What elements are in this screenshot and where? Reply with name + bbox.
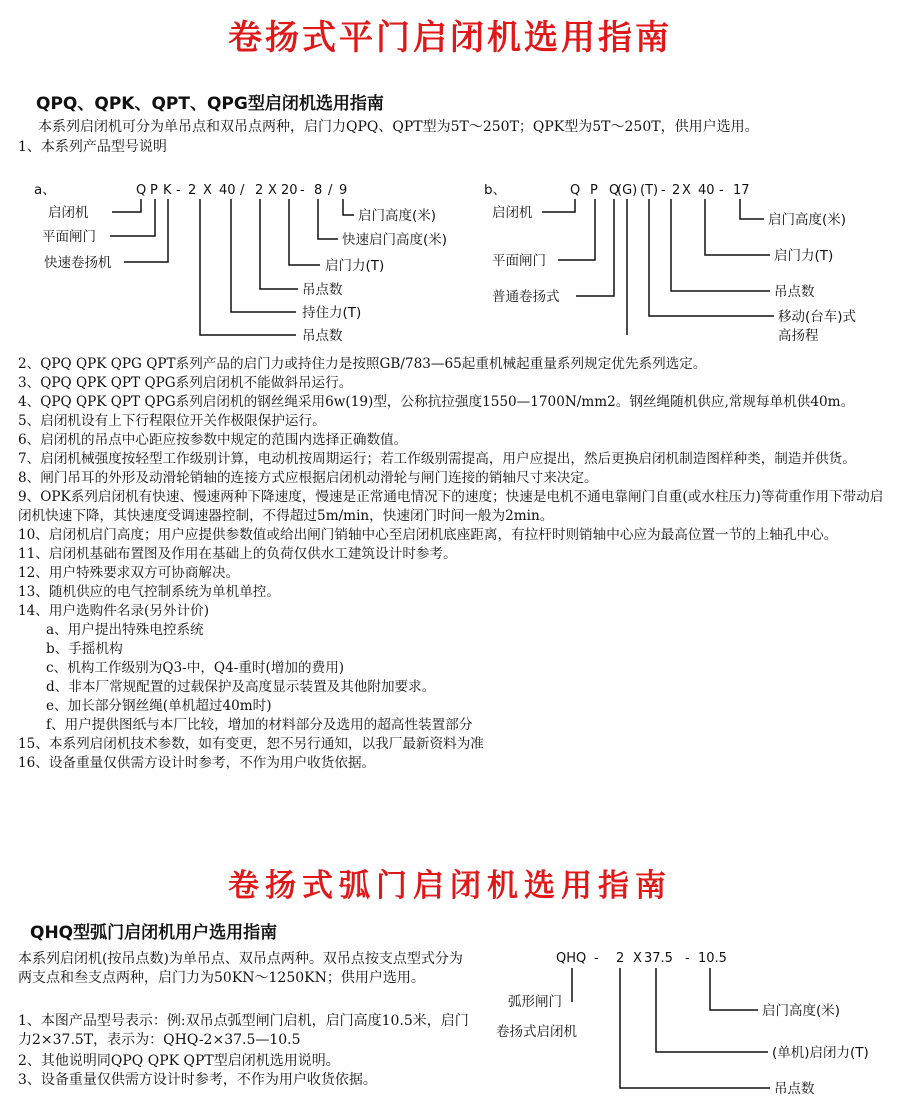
code-a-14: 9 [339,183,348,198]
label-b-l3: 普通卷扬式 [492,289,560,305]
label-b-l1: 启闭机 [492,205,533,221]
code-c-4: 37.5 [644,951,673,966]
code-c-6: 10.5 [698,951,727,966]
label-a-r5: 持住力(T) [302,305,362,321]
intro-text: 本系列启闭机可分为单吊点和双吊点两种，启门力QPQ、QPT型为5T～250T；QPK型为5T～250T，供用户选用。 [38,119,759,135]
note-item: 9、OPK系列启闭机有快速、慢速两种下降速度，慢速是正常通电情况下的速度；快速是电机不通电靠闸门自重(或水柱压力)等荷重作用下带动启闭机快速下降，其快速度受调速器控制，不得超过5m/min，快速闭门时间一般为2min。 [18,489,884,524]
note-item: 16、设备重量仅供需方设计时参考，不作为用户收货依据。 [18,755,376,771]
note-subitem: a、用户提出特殊电控系统 [46,622,204,638]
label-c-l1: 弧形闸门 [508,994,562,1010]
label-a-l1: 启闭机 [48,205,89,221]
label-c-r1: 启门高度(米) [762,1003,841,1019]
code-b-8: 40 [698,183,715,198]
note-subitem: c、机构工作级别为Q3-中，Q4-重时(增加的费用) [46,660,345,676]
code-b-0: Q [570,183,581,198]
code-a-13: / [328,183,333,198]
model-diagram-qhq [480,940,895,1105]
label-a-r6: 吊点数 [302,328,343,344]
code-a-4: 2 [188,183,197,198]
diagram-a-tag: a、 [34,182,56,198]
label-a-r4: 吊点数 [302,282,343,298]
code-a-3: - [176,183,181,198]
code-b-2: Q [609,183,620,198]
section-heading-qhq: QHQ型弧门启闭机用户选用指南 [30,923,278,943]
note-subitem: d、非本厂常规配置的过载保护及高度显示装置及其他附加要求。 [46,679,436,695]
label-a-l2: 平面闸门 [42,229,96,245]
code-a-7: / [240,183,245,198]
item-1-text: 1、本系列产品型号说明 [18,139,167,155]
qhq-item-2: 2、其他说明同QPQ QPK QPT型启闭机选用说明。 [18,1053,340,1069]
code-a-1: P [150,183,158,198]
label-a-r2: 快速启门高度(米) [342,232,448,248]
notes-list [18,355,888,773]
code-b-3: (G) [617,183,638,198]
code-c-1: - [594,951,599,966]
label-b-r4: 移动(台车)式 [778,309,857,325]
page-title: 卷扬式平门启闭机选用指南 [228,18,672,58]
note-item: 8、闸门吊耳的外形及动滑轮销轴的连接方式应根据启闭机动滑轮与闸门连接的销轴尺寸来决定。 [18,470,598,486]
code-a-10: 20 [281,183,298,198]
label-a-r1: 启门高度(米) [358,208,437,224]
label-c-r3: 吊点数 [774,1081,815,1097]
code-b-1: P [590,183,598,198]
qhq-intro: 本系列启闭机(按吊点数)为单吊点、双吊点两种。双吊点按支点型式分为两支点和叁支点两种，启门力为50KN～1250KN；供用户选用。 [18,951,463,986]
code-a-0: Q [136,183,147,198]
qhq-item-1: 1、本图产品型号表示：例:双吊点弧型闸门启机，启门高度10.5米，启门力2×37.5T，表示为：QHQ-2×37.5—10.5 [18,1013,469,1048]
note-subitem: e、加长部分钢丝绳(单机超过40m时) [46,698,272,714]
note-item: 7、启闭机械强度按轻型工作级别计算，电动机按周期运行；若工作级别需提高，用户应提出，然后更换启闭机制造图样种类，制造并供货。 [18,451,856,467]
model-diagram-b [450,175,890,350]
code-c-3: X [633,951,642,966]
code-b-7: X [682,183,691,198]
label-b-r3: 吊点数 [774,284,815,300]
note-item: 15、本系列启闭机技术参数，如有变更，恕不另行通知，以我厂最新资料为准 [18,736,484,752]
label-a-l3: 快速卷扬机 [44,255,112,271]
code-a-9: X [268,183,277,198]
note-item: 6、启闭机的吊点中心距应按参数中规定的范围内选择正确数值。 [18,432,408,448]
code-b-5: - [661,183,666,198]
code-b-6: 2 [672,183,681,198]
code-a-8: 2 [255,183,264,198]
code-a-12: 8 [314,183,323,198]
label-c-l2: 卷扬式启闭机 [496,1024,577,1040]
label-b-r5: 高扬程 [778,328,819,344]
model-diagram-a [0,175,450,350]
note-item: 5、启闭机设有上下行程限位开关作极限保护运行。 [18,413,326,429]
note-item: 2、QPQ QPK QPG QPT系列产品的启门力或持住力是按照GB/783—65起重机械起重量系列规定优先系列选定。 [18,356,707,372]
code-b-9: - [719,183,724,198]
label-a-r3: 启门力(T) [325,258,385,274]
diagram-b-tag: b、 [484,182,507,198]
label-b-r2: 启门力(T) [774,248,834,264]
code-b-4: (T) [640,183,659,198]
note-item: 11、启闭机基础布置图及作用在基础上的负荷仅供水工建筑设计时参考。 [18,546,457,562]
code-a-2: K [163,183,172,198]
code-b-10: 17 [733,183,750,198]
note-subitem: b、手摇机构 [46,641,123,657]
note-subitem: f、用户提供图纸与本厂比较，增加的材料部分及选用的超高性装置部分 [46,717,473,733]
code-c-5: - [685,951,690,966]
note-item: 3、QPQ QPK QPT QPG系列启闭机不能做斜吊运行。 [18,375,353,391]
qhq-item-3: 3、设备重量仅供需方设计时参考，不作为用户收货依据。 [18,1072,377,1088]
code-a-11: - [300,183,305,198]
section-title-arc-gate: 卷扬式弧门启闭机选用指南 [228,868,672,904]
code-c-2: 2 [616,951,625,966]
note-item: 4、QPQ QPK QPT QPG系列启闭机的钢丝绳采用6w(19)型，公称抗拉强度1550—1700N/mm2。钢丝绳随机供应,常规每单机供40m。 [18,394,855,410]
label-c-r2: (单机)启闭力(T) [772,1045,869,1061]
note-item: 10、启闭机启门高度；用户应提供参数值或给出闸门销轴中心至启闭机底座距离，有拉杆时则销轴中心应为最高位置一节的上轴孔中心。 [18,527,838,543]
label-b-l2: 平面闸门 [492,253,546,269]
code-a-5: X [203,183,212,198]
note-item: 12、用户特殊要求双方可协商解决。 [18,565,240,581]
code-a-6: 40 [219,183,236,198]
section-heading: QPQ、QPK、QPT、QPG型启闭机选用指南 [36,94,384,114]
note-item: 14、用户选购件名录(另外计价) [18,603,210,619]
note-item: 13、随机供应的电气控制系统为单机单控。 [18,584,280,600]
label-b-r1: 启门高度(米) [768,212,847,228]
code-c-0: QHQ [556,951,587,966]
